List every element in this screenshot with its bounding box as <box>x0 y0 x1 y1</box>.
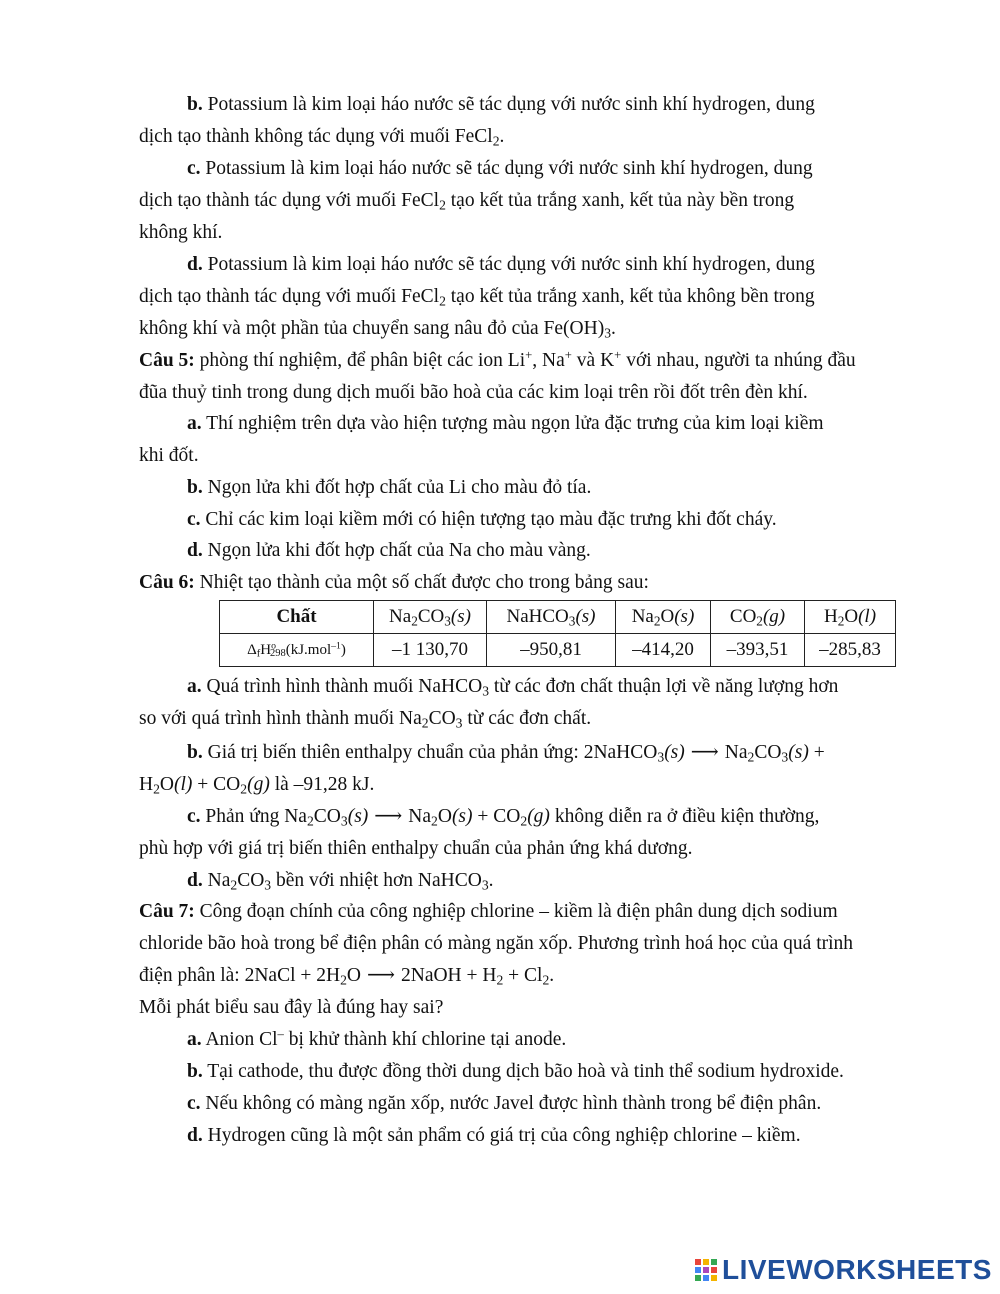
q7-option-d: d. Hydrogen cũng là một sản phẩm có giá trị của công nghiệp chlorine – kiềm. <box>187 1125 801 1146</box>
q7-equation: điện phân là: 2NaCl + $2H_2O$ ⟶ 2NaOH + $H_2 + Cl_2$. <box>139 965 555 988</box>
logo-grid-icon <box>695 1259 717 1281</box>
q6-option-a-line2: so với quá trình hình thành muối $Na_2CO_3$ từ các đơn chất. <box>139 708 592 731</box>
q5-option-b: b. Ngọn lửa khi đốt hợp chất của Li cho màu đỏ tía. <box>187 477 592 498</box>
q5-option-a: a. Thí nghiệm trên dựa vào hiện tượng màu ngọn lửa đặc trưng của kim loại kiềm <box>187 413 824 434</box>
q6-option-c: c. Phản ứng $Na_2CO_3(s)$ ⟶ $Na_2O(s) + CO_2(g)$ không diễn ra ở điều kiện thường, <box>187 806 820 829</box>
table-header-cell: $Na_2CO_3(s)$ <box>374 601 487 634</box>
q4-option-c-line2: dịch tạo thành tác dụng với muối FeCl$_2$ tạo kết tủa trắng xanh, kết tủa này bền trong <box>139 190 795 213</box>
table-cell: –393,51 <box>711 634 805 667</box>
q4-option-d-line3: không khí và một phần tủa chuyển sang nâu đỏ của $Fe(OH)_3$. <box>139 318 616 341</box>
table-unit-cell: $\Delta_fH^o_{298}(kJ.mol^{-1})$ <box>220 634 374 667</box>
table-row <box>220 601 896 634</box>
q4-option-d: d. Potassium là kim loại háo nước sẽ tác dụng với nước sinh khí hydrogen, dung <box>187 254 815 275</box>
q7-option-c: c. Nếu không có màng ngăn xốp, nước Javel được hình thành trong bể điện phân. <box>187 1093 822 1114</box>
table-header-cell: $H_2O(l)$ <box>805 601 896 634</box>
q4-option-b-line2: dịch tạo thành không tác dụng với muối FeCl$_2$. <box>139 126 505 149</box>
q4-option-b: b. Potassium là kim loại háo nước sẽ tác dụng với nước sinh khí hydrogen, dung <box>187 94 815 115</box>
q7-question: Câu 7: Công đoạn chính của công nghiệp chlorine – kiềm là điện phân dung dịch sodium <box>139 901 838 922</box>
q6-question: Câu 6: Nhiệt tạo thành của một số chất được cho trong bảng sau: <box>139 572 649 593</box>
q5-option-d: d. Ngọn lửa khi đốt hợp chất của Na cho màu vàng. <box>187 540 591 561</box>
q4-option-c: c. Potassium là kim loại háo nước sẽ tác dụng với nước sinh khí hydrogen, dung <box>187 158 813 179</box>
table-header-cell: $Na_2O(s)$ <box>616 601 711 634</box>
q5-question-line2: đũa thuỷ tinh trong dung dịch muối bão hoà của các kim loại trên rồi đốt trên đèn khí. <box>139 382 808 403</box>
q4-option-d-line2: dịch tạo thành tác dụng với muối FeCl$_2$ tạo kết tủa trắng xanh, kết tủa không bền trong <box>139 286 815 309</box>
brand-name: LIVEWORKSHEETS <box>722 1254 992 1285</box>
q7-prompt: Mỗi phát biểu sau đây là đúng hay sai? <box>139 997 444 1018</box>
q7-option-a: a. Anion Cl– bị khử thành khí chlorine tại anode. <box>187 1027 567 1050</box>
q5-option-c: c. Chỉ các kim loại kiềm mới có hiện tượng tạo màu đặc trưng khi đốt cháy. <box>187 509 777 530</box>
liveworksheets-logo <box>695 1255 992 1285</box>
q5-question: Câu 5: phòng thí nghiệm, để phân biệt các ion Li+, Na+ và K+ với nhau, người ta nhúng đầu <box>139 348 856 371</box>
table-cell: –1 130,70 <box>374 634 487 667</box>
table-header-cell: Chất <box>220 601 374 634</box>
table-header-cell: NaHCO$_3$(s) <box>487 601 616 634</box>
arrow-icon: ⟶ <box>367 965 395 986</box>
q6-option-b: b. Giá trị biến thiên enthalpy chuẩn của phản ứng: 2NaHCO$_3$(s) ⟶ $Na_2CO_3(s)$ + <box>187 742 825 765</box>
table-cell: –414,20 <box>616 634 711 667</box>
q7-option-b: b. Tại cathode, thu được đồng thời dung dịch bão hoà và tinh thể sodium hydroxide. <box>187 1061 844 1082</box>
q7-question-line2: chloride bão hoà trong bể điện phân có màng ngăn xốp. Phương trình hoá học của quá trình <box>139 933 854 954</box>
q6-option-b-line2: $H_2O(l) + CO_2(g)$ là –91,28 kJ. <box>139 774 375 797</box>
arrow-icon: ⟶ <box>690 742 719 763</box>
table-cell: –285,83 <box>805 634 896 667</box>
q6-option-a: a. Quá trình hình thành muối NaHCO$_3$ từ các đơn chất thuận lợi về năng lượng hơn <box>187 676 839 699</box>
q6-option-d: d. $Na_2CO_3$ bền với nhiệt hơn NaHCO$_3$. <box>187 870 494 893</box>
arrow-icon: ⟶ <box>374 806 403 827</box>
q5-option-a-line2: khi đốt. <box>139 445 199 466</box>
table-cell: –950,81 <box>487 634 616 667</box>
q6-option-c-line2: phù hợp với giá trị biến thiên enthalpy chuẩn của phản ứng khá dương. <box>139 838 693 859</box>
enthalpy-table <box>219 600 896 667</box>
table-row <box>220 634 896 667</box>
q4-option-c-line3: không khí. <box>139 222 223 243</box>
table-header-cell: $CO_2(g)$ <box>711 601 805 634</box>
